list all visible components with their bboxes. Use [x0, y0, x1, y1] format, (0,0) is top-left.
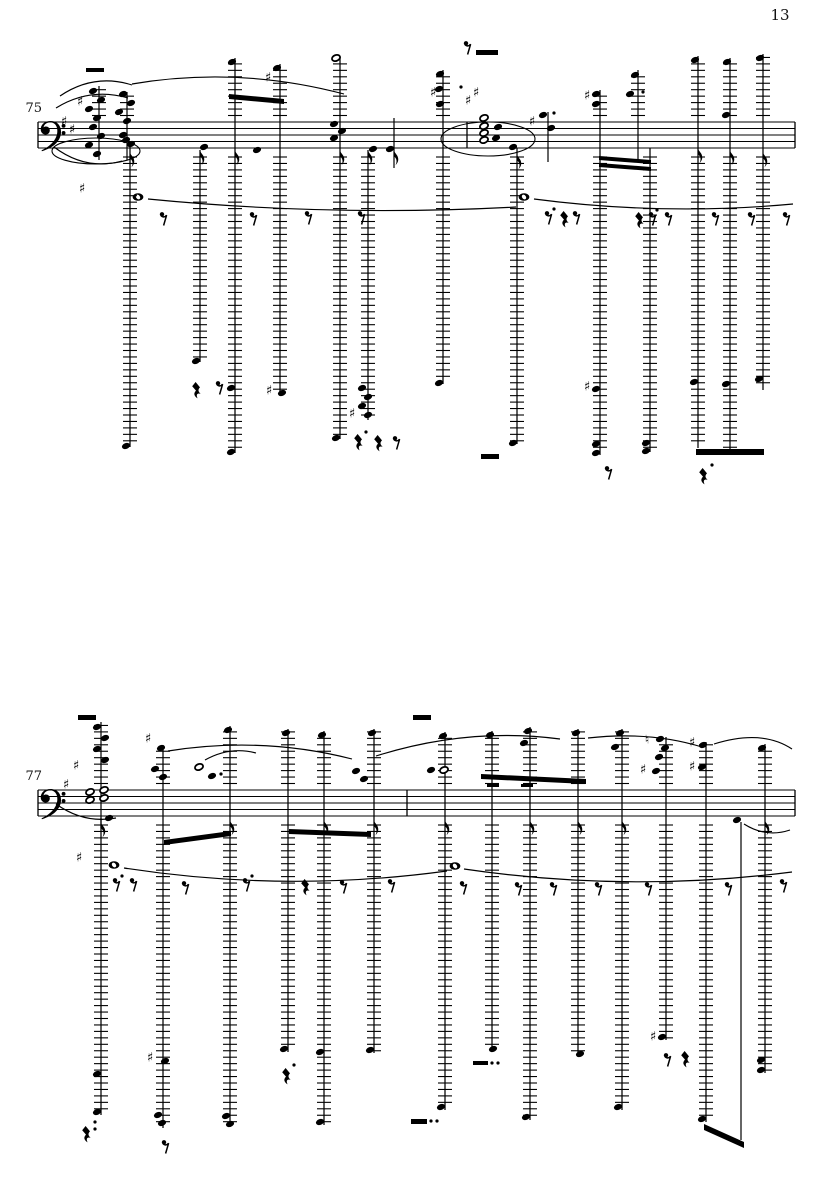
- svg-text:♯: ♯: [429, 85, 437, 101]
- eighth-rest: [340, 880, 347, 893]
- bar-rest: [78, 715, 96, 720]
- augmentation-dot: [429, 1119, 432, 1122]
- eighth-rest: [665, 212, 672, 225]
- sharp-accidental: [69, 123, 75, 138]
- eighth-rest: [712, 212, 719, 225]
- ledger-stem: [721, 58, 737, 455]
- svg-text:♯: ♯: [68, 122, 76, 138]
- notehead: [84, 105, 94, 113]
- augmentation-dot: [93, 1120, 96, 1123]
- ledger-stem: [226, 58, 242, 456]
- quarter-rest: [635, 212, 643, 228]
- bar-rest: [411, 1119, 427, 1124]
- sharp-accidental: [584, 380, 590, 395]
- svg-text:♯: ♯: [583, 88, 591, 104]
- ledger-stem: [508, 143, 524, 447]
- notehead: [538, 111, 548, 119]
- ledger-stem: [153, 744, 170, 1128]
- ledger-stem: [697, 741, 713, 1123]
- beam: [164, 831, 231, 845]
- svg-text:♯: ♯: [348, 406, 356, 422]
- svg-text:♯: ♯: [265, 383, 273, 399]
- bar-rest: [413, 715, 431, 720]
- sharp-accidental: [689, 760, 695, 775]
- svg-text:♯: ♯: [76, 94, 84, 110]
- sharp-accidental: [265, 71, 271, 86]
- bar-rest: [487, 784, 499, 787]
- augmentation-dot: [364, 430, 367, 433]
- staff-lines: [38, 122, 795, 148]
- notehead: [359, 775, 369, 783]
- notehead: [207, 772, 217, 780]
- svg-text:♯: ♯: [472, 85, 480, 101]
- notehead: [426, 766, 436, 774]
- notehead: [92, 150, 102, 158]
- bar-rest: [521, 784, 533, 787]
- notehead: [651, 767, 661, 775]
- svg-text:♯: ♯: [146, 1050, 154, 1066]
- quarter-rest: [82, 1126, 90, 1142]
- ledger-stem: [221, 726, 237, 1128]
- open-notehead: [479, 114, 489, 122]
- augmentation-dot: [655, 208, 658, 211]
- sharp-accidental: [689, 736, 695, 751]
- sharp-accidental: [79, 182, 85, 197]
- augmentation-dot: [219, 772, 222, 775]
- whole-note: [109, 861, 120, 868]
- eighth-rest: [460, 881, 467, 894]
- ledger-stem: [610, 729, 629, 1111]
- ledger-stem: [689, 56, 705, 448]
- eighth-rest: [664, 1053, 671, 1066]
- eighth-rest: [182, 881, 189, 894]
- beam: [696, 449, 764, 455]
- eighth-rest: [113, 878, 120, 891]
- notehead: [625, 90, 635, 98]
- sharp-accidental: [640, 763, 646, 778]
- upper-ledger-stem: [92, 86, 106, 160]
- whole-note: [450, 862, 461, 869]
- sharp-accidental: [349, 407, 355, 422]
- sharp-accidental: [266, 384, 272, 399]
- slur: [464, 869, 792, 882]
- ledger-stem: [357, 150, 375, 420]
- bass-clef-glyph: [41, 789, 66, 819]
- measure-number-second-system: 77: [25, 769, 42, 784]
- svg-text:♯: ♯: [583, 379, 591, 395]
- beam: [481, 774, 586, 784]
- slur: [534, 199, 793, 209]
- notehead: [199, 143, 209, 151]
- sharp-accidental: [650, 1030, 656, 1045]
- eighth-rest: [388, 879, 395, 892]
- eighth-rest: [780, 879, 787, 892]
- natural-accidental: [645, 733, 649, 747]
- notehead: [96, 132, 106, 140]
- eighth-rest: [130, 878, 137, 891]
- ledger-stem: [641, 148, 657, 455]
- eighth-rest: [515, 882, 522, 895]
- ledger-stem: [92, 818, 108, 1116]
- ledger-stem: [436, 732, 452, 1111]
- beam: [289, 829, 371, 837]
- eighth-rest: [162, 1140, 169, 1153]
- eighth-rest: [250, 212, 257, 225]
- quarter-rest: [192, 382, 200, 398]
- notehead: [150, 765, 160, 773]
- svg-text:♯: ♯: [639, 762, 647, 778]
- notehead: [351, 767, 361, 775]
- eighth-rest: [305, 211, 312, 224]
- quarter-rest: [560, 211, 568, 227]
- sharp-accidental: [529, 115, 535, 130]
- augmentation-dot: [552, 207, 555, 210]
- ledger-stem: [191, 150, 207, 365]
- augmentation-dot: [435, 1119, 438, 1122]
- augmentation-dot: [292, 1063, 295, 1066]
- ledger-stem: [754, 54, 770, 390]
- eighth-rest: [595, 882, 602, 895]
- page-number: 13: [770, 6, 790, 24]
- slur: [132, 77, 344, 94]
- notehead: [329, 120, 339, 128]
- quarter-rest: [681, 1051, 689, 1067]
- eighth-rest: [545, 211, 552, 224]
- open-notehead: [439, 766, 449, 774]
- staff-lines: [38, 790, 795, 816]
- ledger-stem: [654, 735, 673, 1041]
- notehead: [368, 145, 378, 153]
- eighth-rest: [645, 882, 652, 895]
- notehead: [252, 146, 262, 154]
- svg-text:♯: ♯: [144, 731, 152, 747]
- svg-text:♯: ♯: [649, 1029, 657, 1045]
- bar-rest: [86, 68, 104, 72]
- eighth-rest: [393, 436, 400, 449]
- notehead: [158, 773, 168, 781]
- augmentation-dot: [93, 1127, 96, 1130]
- augmentation-dot: [490, 1061, 493, 1064]
- svg-text:♯: ♯: [528, 114, 536, 130]
- svg-text:♯: ♯: [264, 70, 272, 86]
- eighth-rest: [358, 211, 365, 224]
- measure-number-first-system: 75: [25, 101, 42, 116]
- eighth-rest: [748, 212, 755, 225]
- augmentation-dot: [120, 874, 123, 877]
- eighth-rest: [605, 466, 612, 479]
- augmentation-dot: [496, 1061, 499, 1064]
- whole-note: [133, 193, 144, 200]
- eighth-rest: [216, 381, 223, 394]
- sharp-accidental: [430, 86, 436, 101]
- open-notehead: [194, 763, 204, 771]
- eighth-rest: [550, 882, 557, 895]
- upper-ledger-stem: [631, 70, 645, 160]
- sharp-accidental: [473, 86, 479, 101]
- quarter-rest: [354, 434, 362, 450]
- slur: [54, 147, 122, 164]
- augmentation-dot: [710, 463, 713, 466]
- eighth-rest: [725, 882, 732, 895]
- sharp-accidental: [147, 1051, 153, 1066]
- notehead: [122, 117, 132, 125]
- notehead: [88, 123, 98, 131]
- sharp-accidental: [584, 89, 590, 104]
- ledger-stem: [756, 744, 772, 1074]
- svg-text:♯: ♯: [464, 93, 472, 109]
- bar-rest: [481, 454, 499, 459]
- eighth-rest: [573, 211, 580, 224]
- bar-rest: [476, 50, 498, 55]
- sharp-accidental: [76, 851, 82, 866]
- svg-text:♯: ♯: [62, 777, 70, 793]
- bar-rest: [473, 1061, 488, 1065]
- augmentation-dot: [459, 85, 462, 88]
- whole-note: [519, 193, 530, 200]
- svg-text:♯: ♯: [688, 735, 696, 751]
- sharp-accidental: [61, 115, 67, 130]
- ledger-stem: [571, 729, 585, 1058]
- svg-text:♯: ♯: [60, 114, 68, 130]
- ledger-stem: [272, 64, 287, 397]
- svg-text:♯: ♯: [688, 759, 696, 775]
- sharp-accidental: [73, 759, 79, 774]
- slur: [714, 738, 792, 749]
- ledger-stem: [279, 729, 295, 1053]
- quarter-rest: [699, 468, 707, 484]
- eighth-rest: [783, 212, 790, 225]
- open-notehead: [479, 129, 489, 137]
- svg-text:♯: ♯: [78, 181, 86, 197]
- notehead: [493, 123, 503, 131]
- augmentation-dot: [641, 90, 644, 93]
- eighth-rest: [464, 41, 471, 54]
- open-notehead: [85, 788, 95, 796]
- svg-text:♯: ♯: [75, 850, 83, 866]
- svg-text:♮: ♮: [644, 732, 650, 747]
- quarter-rest: [282, 1068, 290, 1084]
- sharp-accidental: [465, 94, 471, 109]
- notehead: [104, 814, 114, 822]
- ledger-stem: [434, 70, 450, 387]
- beam: [704, 1124, 744, 1148]
- ledger-stem: [591, 90, 607, 457]
- eighth-rest: [160, 212, 167, 225]
- svg-text:♯: ♯: [72, 758, 80, 774]
- ledger-stem: [331, 57, 347, 442]
- augmentation-dot: [552, 111, 555, 114]
- quarter-rest: [374, 435, 382, 451]
- augmentation-dot: [250, 874, 253, 877]
- open-notehead: [479, 136, 489, 144]
- sharp-accidental: [63, 778, 69, 793]
- sharp-accidental: [145, 732, 151, 747]
- ledger-stem: [121, 136, 137, 450]
